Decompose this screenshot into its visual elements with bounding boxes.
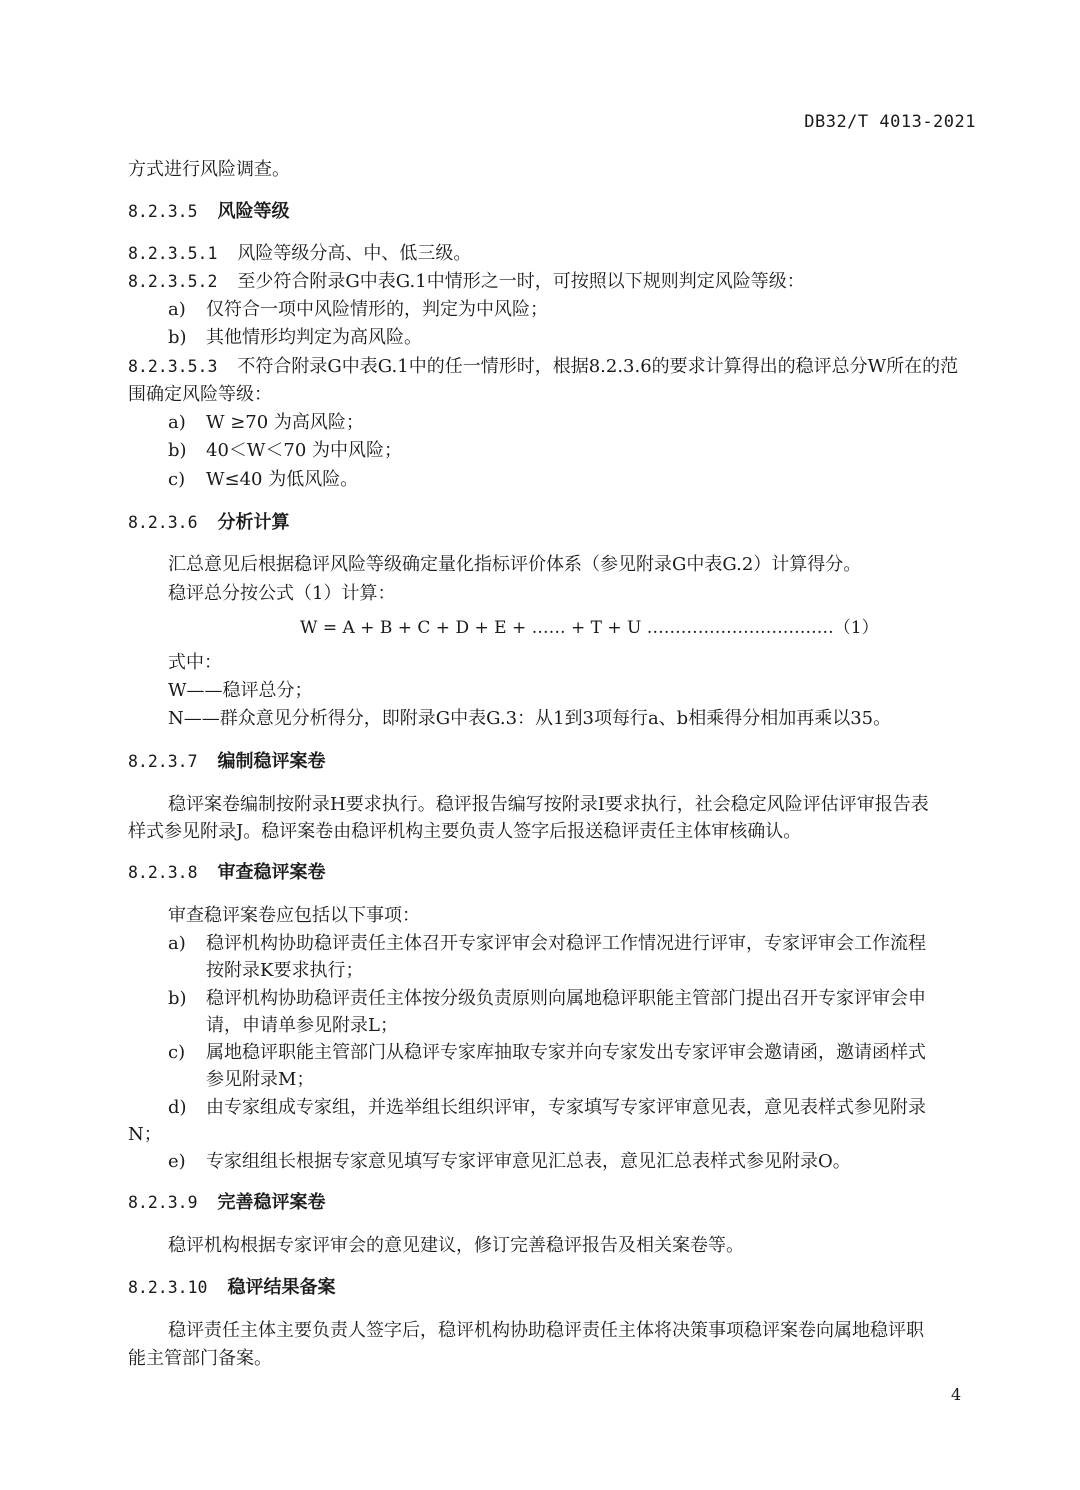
section-number: 8.2.3.5 — [128, 202, 198, 221]
section-heading — [128, 859, 326, 887]
section-number: 8.2.3.10 — [128, 1278, 208, 1297]
list-item — [168, 466, 358, 494]
section-title: 分析计算 — [217, 512, 290, 533]
list-text: 属地稳评职能主管部门从稳评专家库抽取专家并向专家发出专家评审会邀请函，邀请函样式 — [206, 1042, 926, 1063]
section-heading — [128, 1189, 326, 1217]
list-continuation: 按附录K要求执行； — [206, 960, 364, 981]
list-label: a) — [168, 933, 186, 954]
list-label: a) — [168, 412, 186, 433]
paragraph-line: N——群众意见分析得分，即附录G中表G.3：从1到3项每行a、b相乘得分相加再乘以35。 — [168, 708, 892, 729]
paragraph-line: 能主管部门备案。 — [128, 1348, 272, 1369]
list-continuation: 请，申请单参见附录L； — [206, 1015, 398, 1036]
section-title: 编制稳评案卷 — [217, 751, 326, 772]
section-number: 8.2.3.6 — [128, 513, 198, 532]
paragraph-line: 方式进行风险调查。 — [128, 159, 290, 180]
list-label: b) — [168, 440, 187, 461]
clause-number: 8.2.3.5.2 — [128, 272, 218, 291]
page-number: 4 — [951, 1385, 962, 1404]
list-label: b) — [168, 327, 187, 348]
list-item — [168, 409, 364, 437]
paragraph-line: 样式参见附录J。稳评案卷由稳评机构主要负责人签字后报送稳评责任主体审核确认。 — [128, 821, 802, 842]
list-label: b) — [168, 988, 187, 1009]
list-item — [168, 985, 926, 1013]
list-label: c) — [168, 469, 186, 490]
list-text: 稳评机构协助稳评责任主体召开专家评审会对稳评工作情况进行评审，专家评审会工作流程 — [206, 933, 926, 954]
list-item — [168, 1039, 926, 1067]
section-heading — [128, 748, 326, 776]
clause-text: 不符合附录G中表G.1中的任一情形时，根据8.2.3.6的要求计算得出的稳评总分W所在的范 — [237, 356, 959, 377]
list-text: 专家组组长根据专家意见填写专家评审意见汇总表，意见汇总表样式参见附录O。 — [206, 1151, 851, 1172]
paragraph-line: 稳评案卷编制按附录H要求执行。稳评报告编写按附录I要求执行，社会稳定风险评估评审报告表 — [168, 794, 929, 815]
list-item — [168, 1094, 926, 1122]
list-continuation: 参见附录M； — [206, 1069, 315, 1090]
paragraph-line: 式中： — [168, 652, 222, 673]
paragraph-line: W——稳评总分； — [168, 680, 313, 701]
section-title: 完善稳评案卷 — [217, 1192, 326, 1213]
clause-text: 至少符合附录G中表G.1中情形之一时，可按照以下规则判定风险等级： — [237, 271, 805, 292]
standard-number: DB32/T 4013-2021 — [804, 112, 976, 132]
clause — [128, 268, 805, 296]
formula: W = A + B + C + D + E + …… + T + U ……………………………（1） — [300, 618, 879, 638]
paragraph-line: 围确定风险等级： — [128, 384, 272, 405]
section-title: 稳评结果备案 — [227, 1277, 336, 1298]
list-text: W ≥70 为高风险； — [206, 412, 364, 433]
section-title: 审查稳评案卷 — [217, 862, 326, 883]
paragraph-line: 稳评机构根据专家评审会的意见建议，修订完善稳评报告及相关案卷等。 — [168, 1235, 744, 1256]
list-text: 仅符合一项中风险情形的，判定为中风险； — [206, 299, 548, 320]
list-text: 其他情形均判定为高风险。 — [206, 327, 422, 348]
list-text: 稳评机构协助稳评责任主体按分级负责原则向属地稳评职能主管部门提出召开专家评审会申 — [206, 988, 926, 1009]
list-label: a) — [168, 299, 186, 320]
section-heading — [128, 198, 290, 226]
list-item — [168, 296, 548, 324]
clause-text: 风险等级分高、中、低三级。 — [237, 243, 472, 264]
section-number: 8.2.3.7 — [128, 752, 198, 771]
clause — [128, 240, 471, 268]
list-item — [168, 437, 402, 465]
paragraph-line: 稳评总分按公式（1）计算： — [168, 583, 396, 604]
section-number: 8.2.3.9 — [128, 1193, 198, 1212]
clause-number: 8.2.3.5.3 — [128, 357, 218, 376]
paragraph-line: 汇总意见后根据稳评风险等级确定量化指标评价体系（参见附录G中表G.2）计算得分。 — [168, 554, 862, 575]
list-label: c) — [168, 1042, 186, 1063]
list-label: e) — [168, 1151, 186, 1172]
clause-number: 8.2.3.5.1 — [128, 244, 218, 263]
list-text: 由专家组成专家组，并选举组长组织评审，专家填写专家评审意见表，意见表样式参见附录 — [206, 1097, 926, 1118]
list-item — [168, 324, 422, 352]
section-heading — [128, 1274, 335, 1302]
list-item — [168, 1148, 851, 1176]
list-item — [168, 930, 926, 958]
list-continuation: N； — [128, 1124, 162, 1145]
section-title: 风险等级 — [217, 201, 290, 222]
list-text: W≤40 为低风险。 — [206, 469, 359, 490]
paragraph-line: 审查稳评案卷应包括以下事项： — [168, 905, 420, 926]
list-label: d) — [168, 1097, 187, 1118]
section-number: 8.2.3.8 — [128, 863, 198, 882]
list-text: 40＜W＜70 为中风险； — [206, 440, 403, 461]
clause — [128, 353, 958, 381]
paragraph-line: 稳评责任主体主要负责人签字后，稳评机构协助稳评责任主体将决策事项稳评案卷向属地稳评职 — [168, 1320, 924, 1341]
section-heading — [128, 509, 290, 537]
